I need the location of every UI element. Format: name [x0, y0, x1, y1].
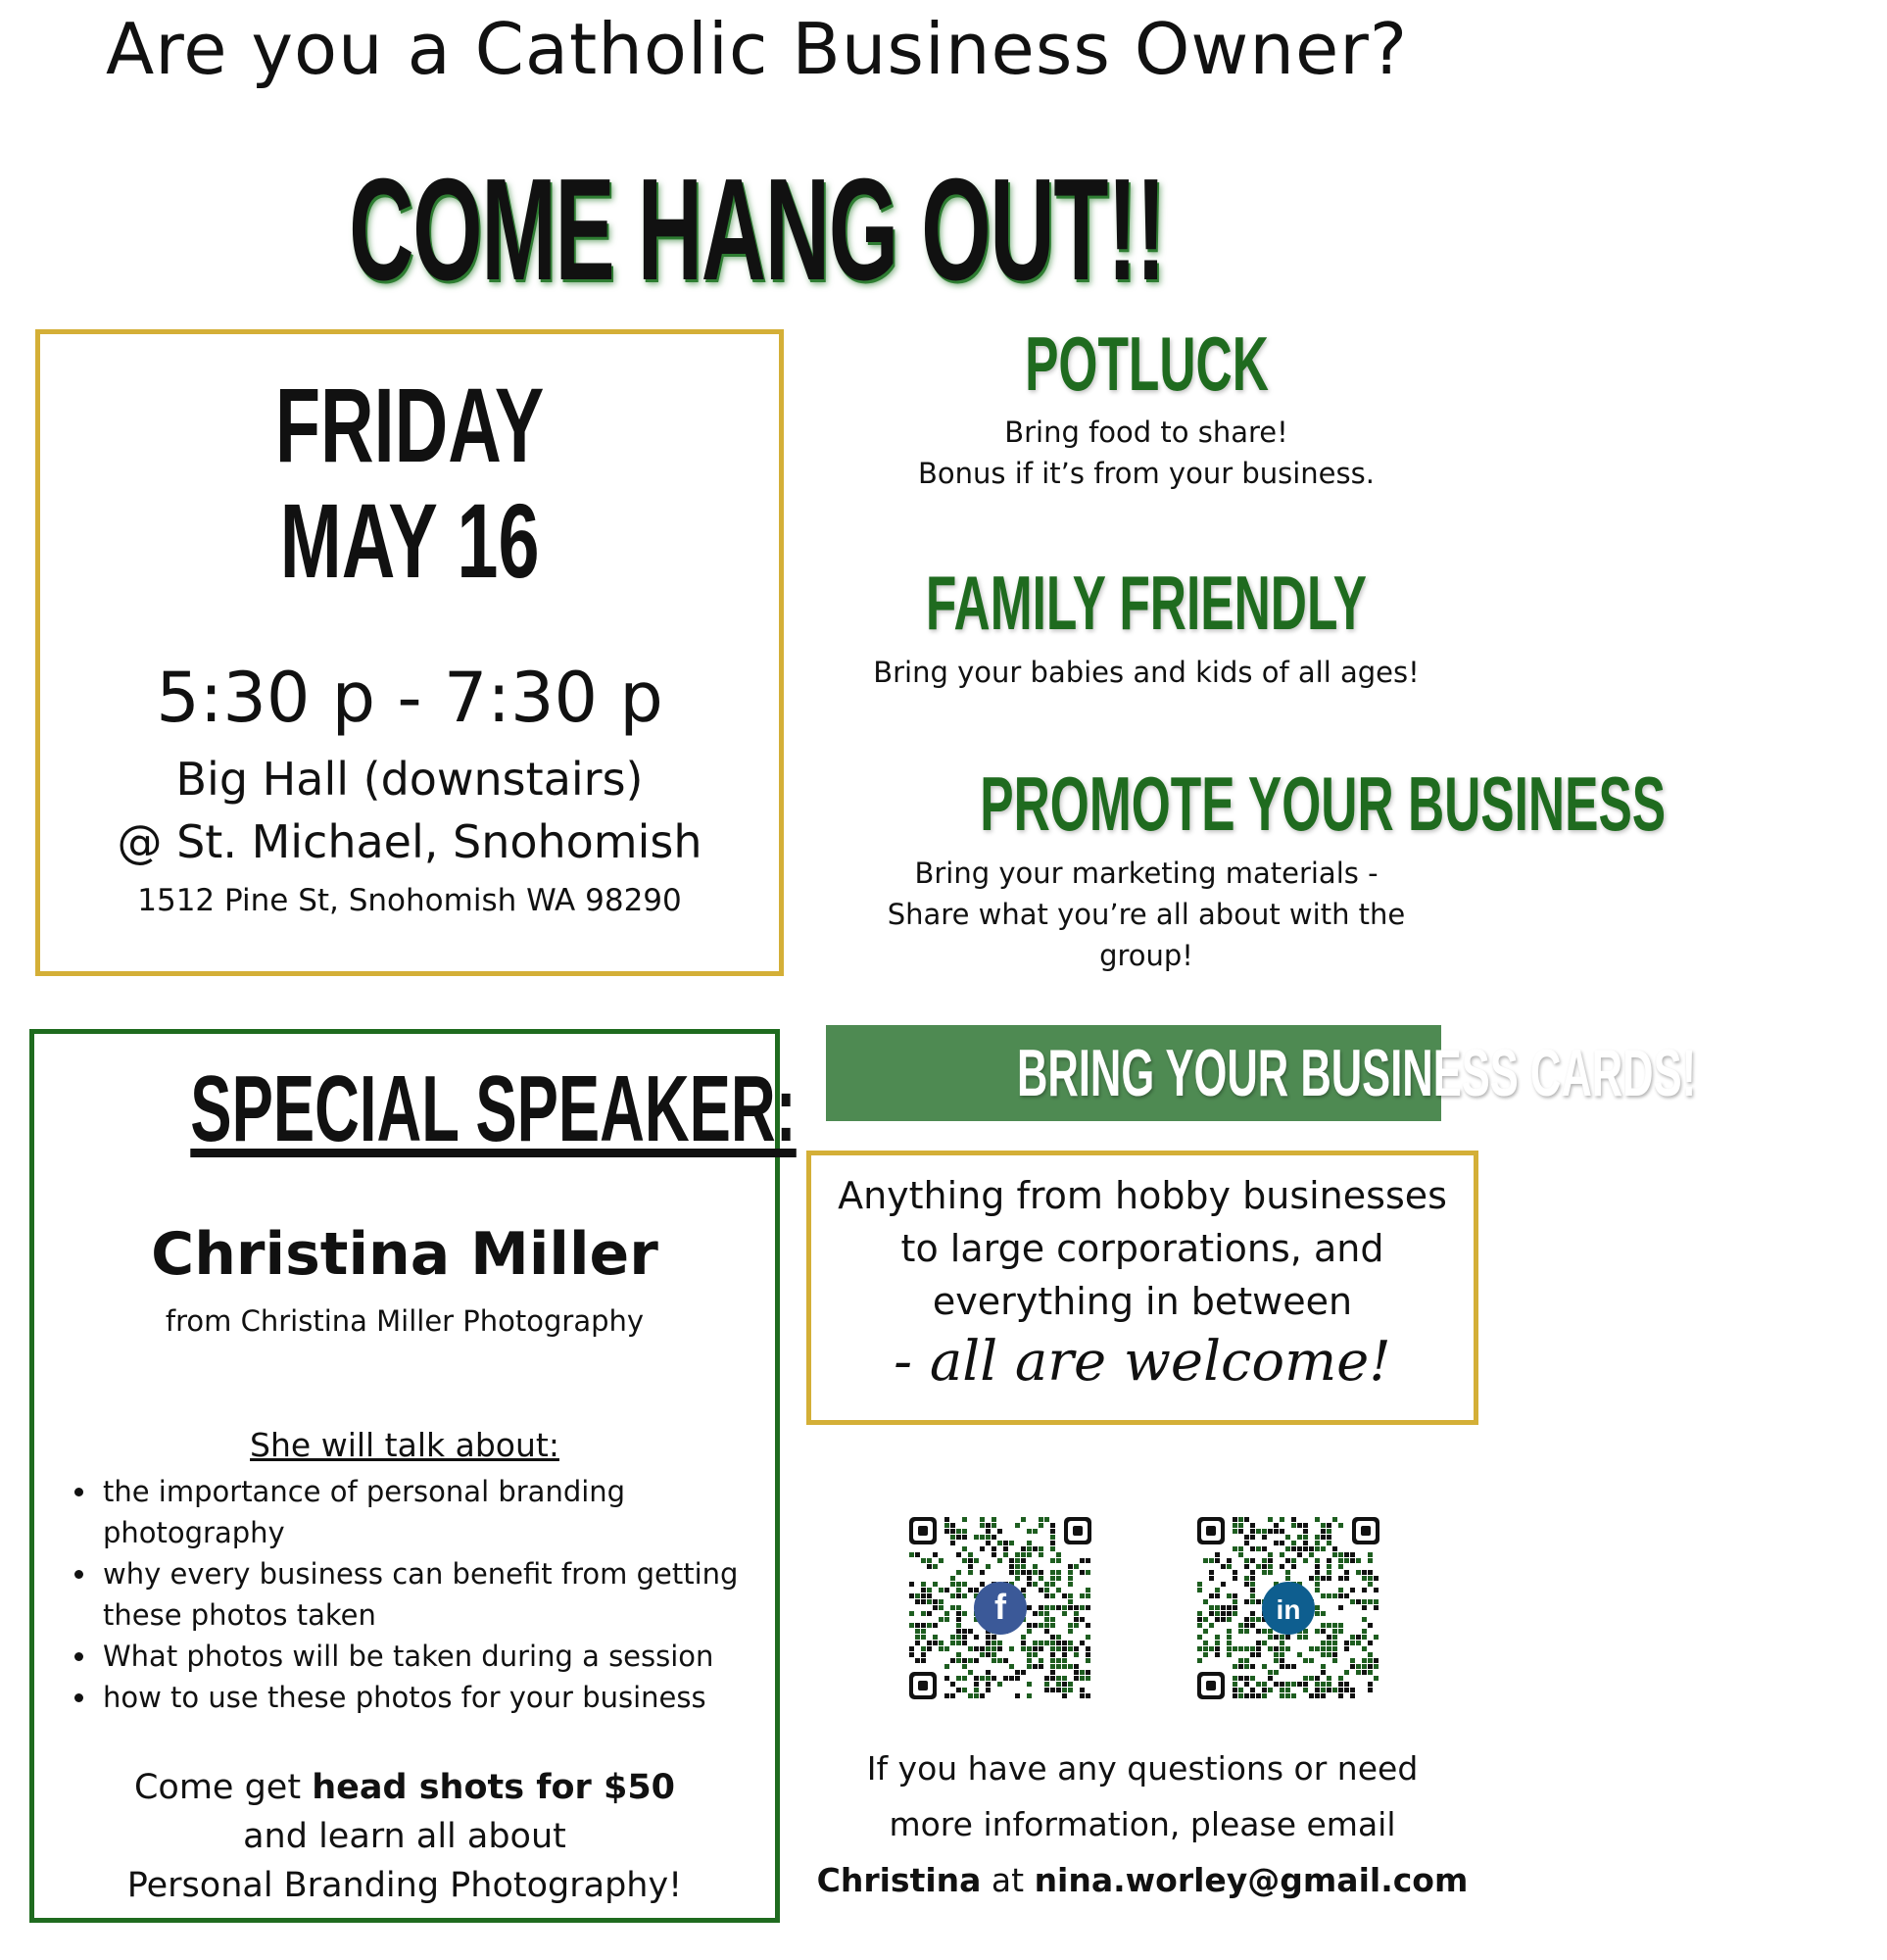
facebook-qr-code[interactable] [909, 1517, 1091, 1699]
call-to-action-text: COME HANG OUT!! [349, 149, 1165, 311]
event-day: FRIDAY [274, 366, 545, 484]
list-item: • why every business can benefit from getting these photos taken [99, 1553, 804, 1636]
contact-email[interactable]: nina.worley@gmail.com [1034, 1861, 1469, 1899]
all-are-welcome-script: - all are welcome! [894, 1330, 1391, 1394]
event-details-box [35, 329, 784, 976]
special-speaker-box [29, 1029, 797, 1923]
headline-question: Are you a Catholic Business Owner? [105, 8, 1409, 90]
family-friendly-title: FAMILY FRIENDLY [925, 560, 1368, 646]
event-time: 5:30 p - 7:30 p [156, 658, 663, 738]
potluck-description: Bring food to share! Bonus if it’s from your business. [918, 416, 1375, 490]
contact-line-2: more information, please email [889, 1805, 1396, 1843]
welcome-box [806, 1151, 1478, 1425]
contact-line-1: If you have any questions or need [866, 1749, 1419, 1788]
list-item: • how to use these photos for your business [99, 1677, 804, 1718]
promote-business-description: Bring your marketing materials - Share what you’re all about with the group! [887, 857, 1406, 972]
event-venue [40, 748, 779, 873]
call-to-action-title [0, 147, 1514, 314]
event-date: MAY 16 [279, 481, 540, 600]
promote-business-title: PROMOTE YOUR BUSINESS [980, 760, 1667, 847]
speaker-company: from Christina Miller Photography [165, 1304, 645, 1338]
contact-info [806, 1740, 1478, 1908]
contact-name: Christina [816, 1861, 982, 1899]
event-address: 1512 Pine St, Snohomish WA 98290 [137, 883, 682, 918]
contact-line-3: Christina at nina.worley@gmail.com [816, 1861, 1469, 1899]
list-item: • the importance of personal branding photography [99, 1471, 804, 1553]
headshot-promo [34, 1763, 775, 1910]
promo-line-3: Personal Branding Photography! [126, 1866, 683, 1905]
venue-line-2: @ St. Michael, Snohomish [117, 815, 702, 868]
svg-text:in: in [1276, 1594, 1301, 1625]
talk-topics-heading: She will talk about: [250, 1426, 559, 1464]
linkedin-icon [1262, 1582, 1315, 1635]
potluck-title: POTLUCK [1024, 320, 1269, 407]
family-friendly-description: Bring your babies and kids of all ages! [873, 656, 1420, 689]
welcome-text: Anything from hobby businesses to large corporations, and everything in between [838, 1174, 1447, 1323]
venue-line-1: Big Hall (downstairs) [175, 753, 644, 806]
talk-topics-list [64, 1471, 804, 1718]
facebook-icon [974, 1582, 1027, 1635]
list-item: • What photos will be taken during a session [99, 1636, 804, 1677]
svg-text:f: f [994, 1587, 1006, 1627]
promo-line-1: Come get head shots for $50 [133, 1768, 676, 1807]
promo-line-2: and learn all about [243, 1817, 566, 1856]
linkedin-qr-code[interactable] [1197, 1517, 1379, 1699]
speaker-name: Christina Miller [151, 1220, 658, 1289]
business-cards-banner: BRING YOUR BUSINESS CARDS! [826, 1025, 1441, 1121]
special-speaker-heading: SPECIAL SPEAKER: [190, 1056, 797, 1161]
